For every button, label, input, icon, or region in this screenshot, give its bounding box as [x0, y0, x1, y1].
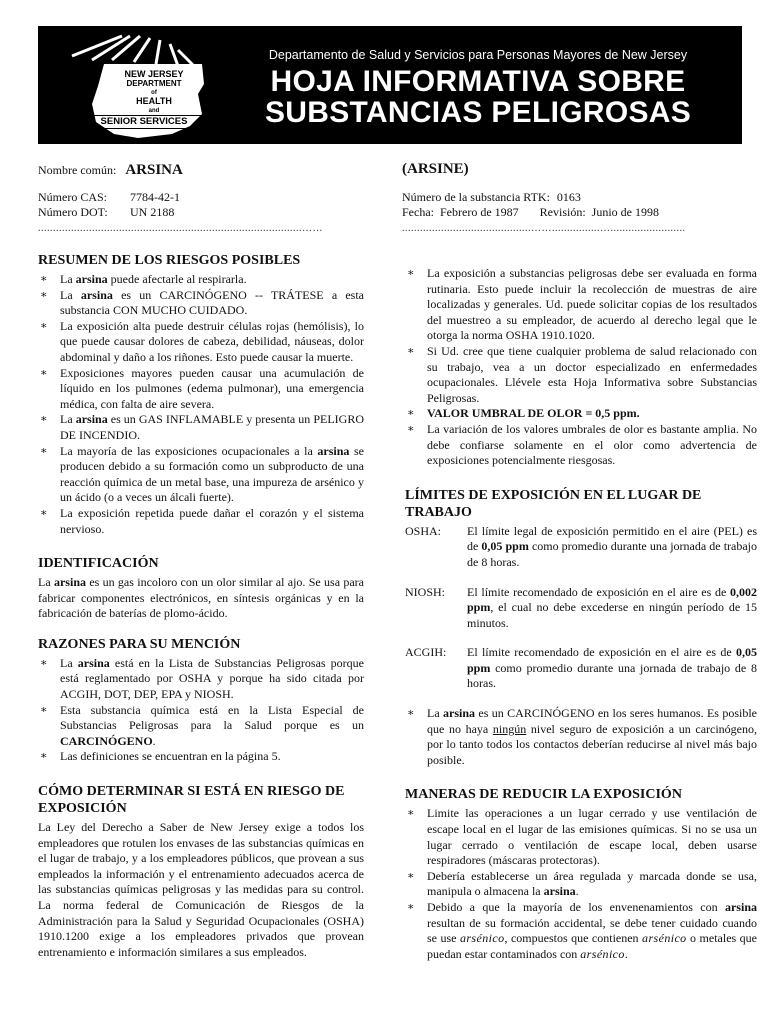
english-name-row	[402, 162, 469, 177]
title-line-2: SUBSTANCIAS PELIGROSAS	[264, 96, 692, 129]
common-name-value: ARSINA	[125, 162, 183, 178]
date-value: Febrero de 1987	[440, 205, 519, 219]
cas-row	[38, 190, 180, 205]
revision-value: Junio de 1998	[591, 205, 660, 219]
dot-label: Número DOT:	[38, 205, 108, 219]
exposure-risk-heading: CÓMO DETERMINAR SI ESTÁ EN RIESGO DE EXPOSICIÓN	[38, 784, 345, 817]
common-name-label: Nombre común:	[38, 163, 117, 177]
identification-text: La arsina es un gas incoloro con un olor similar al ajo. Se usa para fabricar componentes electrónicos, en síntesis orgánicas y en la fabricación de baterías de plomo-ácido.	[38, 575, 365, 621]
dot-value: UN 2188	[130, 205, 175, 219]
list-item: ∗ Limite las operaciones a un lugar cerrado y use ventilación de escape local en el lugar de las emisiones químicas. Si no se usa un lugar cerrado o ventilación de escape local, deben usarse respiradores (máscaras protectoras).	[405, 806, 757, 868]
limit-niosh: NIOSH: El límite recomendado de exposición en el aire es de 0,002 ppm, el cual no debe excederse en ningún período de 15 minutos.	[405, 584, 757, 630]
cas-label: Número CAS:	[38, 190, 107, 204]
list-item: ∗ La arsina está en la Lista de Substancias Peligrosas porque está reglamentado por OSHA y porque ha sido citada por ACGIH, DOT, DEP, EPA y NIOSH.	[38, 656, 364, 703]
list-item: ∗ Las definiciones se encuentran en la página 5.	[38, 749, 364, 765]
limit-osha: OSHA: El límite legal de exposición permitido en el aire (PEL) es de 0,05 ppm como promedio durante una jornada de trabajo de 8 horas.	[405, 523, 758, 569]
rtk-label: Número de la substancia RTK:	[402, 190, 550, 204]
common-name-row	[38, 163, 358, 178]
list-item: ∗ La mayoría de las exposiciones ocupacionales a la arsina se producen debido a su formación como un subproducto de una reacción química de un metal base, una impureza de arsénico y un ácido (o a veces un álcali fuerte).	[38, 444, 364, 506]
reduce-list	[405, 806, 757, 962]
divider-left: ........................................................................................……	[38, 223, 323, 234]
list-item: ∗ Exposiciones mayores pueden causar una acumulación de líquido en los pulmones (edema pulmonar), una emergencia médica, con falta de aire severa.	[38, 366, 364, 413]
list-item: ∗ La variación de los valores umbrales de olor es bastante amplia. No debe confiarse solamente en el olor como advertencia de exposiciones potencialmente riesgosas.	[405, 422, 757, 469]
limits-heading: LÍMITES DE EXPOSICIÓN EN EL LUGAR DE TRABAJO	[405, 487, 702, 520]
list-item: ∗ La arsina es un CARCINÓGENO -- TRÁTESE a esta substancia CON MUCHO CUIDADO.	[38, 288, 364, 319]
list-item: ∗ Si Ud. cree que tiene cualquier problema de salud relacionado con su trabajo, vea a un doctor especializado en enfermedades ocupacionales. Llévele esta Hoja Informativa sobre Substancias Peligrosas.	[405, 344, 757, 406]
cas-value: 7784-42-1	[130, 190, 180, 204]
exposure-risk-text: La Ley del Derecho a Saber de New Jersey exige a todos los empleadores que rotulen los envases de las substancias químicas en el lugar de trabajo, y a los empleadores públicos, que provean a sus empleados la información y el entrenamiento adecuados acerca de las substancias químicas peligrosas y las medidas para su control. La norma federal de Comunicación de Riesgos de la Administración para la Salud y Seguridad Ocupacionales (OSHA) 1910.1200 exige a los empleadores privados que provean entrenamiento e información similares a sus empleados.	[38, 820, 364, 959]
nj-health-logo	[52, 34, 222, 140]
limit-acgih: ACGIH: El límite recomendado de exposición en el aire es de 0,05 ppm como promedio durante una jornada de trabajo de 8 horas.	[405, 645, 757, 691]
list-item: ∗ Esta substancia química está en la Lista Especial de Substancias Peligrosas para la Salud porque es un CARCINÓGENO.	[38, 703, 364, 750]
rtk-value: 0163	[556, 190, 581, 204]
logo-line-6: SENIOR SERVICES	[74, 115, 214, 129]
odor-threshold: VALOR UMBRAL DE OLOR = 0,5 ppm.	[427, 406, 640, 421]
department-name: Departamento de Salud y Servicios para Personas Mayores de New Jersey	[268, 48, 688, 62]
logo-line-4: HEALTH	[136, 96, 172, 106]
list-item	[405, 406, 757, 422]
logo-line-1: NEW JERSEY	[124, 69, 184, 79]
reasons-list	[38, 656, 364, 765]
left-column	[38, 252, 364, 960]
list-item: ∗ La arsina es un GAS INFLAMABLE y presenta un PELIGRO DE INCENDIO.	[38, 412, 364, 443]
list-item: ∗ Debería establecerse un área regulada y marcada donde se usa, manipula o almacena la arsina.	[405, 869, 757, 900]
title-line-1: HOJA INFORMATIVA SOBRE	[270, 65, 686, 98]
list-item: ∗ La exposición alta puede destruir células rojas (hemólisis), lo que puede causar dolores de cabeza, debilidad, náuseas, dolor abdominal y daño a los riñones. Esto puede causar la muerte.	[38, 319, 364, 366]
list-item: ∗ La arsina es un CARCINÓGENO en los seres humanos. Es posible que no haya ningún nivel seguro de exposición a un carcinógeno, por lo tanto todos los contactos deberían reducirse al nivel más bajo posible.	[405, 706, 757, 768]
date-label: Fecha:	[402, 205, 434, 219]
header-banner	[38, 26, 742, 144]
list-item: ∗ Debido a que la mayoría de los envenenamientos con arsina resultan de su formación accidental, se debe tener cuidado cuando se use arsénico, compuestos que contienen arsénico o metales que puedan estar contaminados con arsénico.	[405, 900, 757, 962]
page-title	[228, 66, 728, 128]
revision-label: Revisión:	[539, 205, 586, 219]
logo-line-3: of	[151, 90, 157, 96]
date-row	[402, 205, 659, 220]
list-item: ∗ La arsina puede afectarle al respirarla.	[38, 272, 364, 288]
list-item: ∗ La exposición repetida puede dañar el corazón y el sistema nervioso.	[38, 506, 364, 537]
rtk-row	[402, 190, 581, 205]
logo-line-2: DEPARTMENT	[126, 79, 182, 88]
english-name-value: (ARSINE)	[402, 161, 469, 177]
reduce-exposure-heading: MANERAS DE REDUCIR LA EXPOSICIÓN	[405, 787, 682, 803]
identification-heading: IDENTIFICACIÓN	[38, 556, 159, 572]
risks-list	[38, 272, 364, 537]
divider-right: ...........................................……................….........................	[402, 223, 686, 234]
list-item: ∗ La exposición a substancias peligrosas debe ser evaluada en forma rutinaria. Esto puede incluir la recolección de muestras de aire localizadas y generales. Ud. puede solicitar copias de los resultados del muestreo a su empleador, de acuerdo al derecho legal que le otorga la norma OSHA 1910.1020.	[405, 266, 757, 344]
carcinogen-list	[405, 706, 757, 768]
risks-heading: RESUMEN DE LOS RIESGOS POSIBLES	[38, 253, 301, 268]
dot-row	[38, 205, 174, 220]
evaluation-list	[405, 266, 757, 469]
logo-line-5: and	[148, 108, 160, 114]
right-column	[405, 266, 757, 962]
reasons-heading: RAZONES PARA SU MENCIÓN	[38, 636, 241, 652]
